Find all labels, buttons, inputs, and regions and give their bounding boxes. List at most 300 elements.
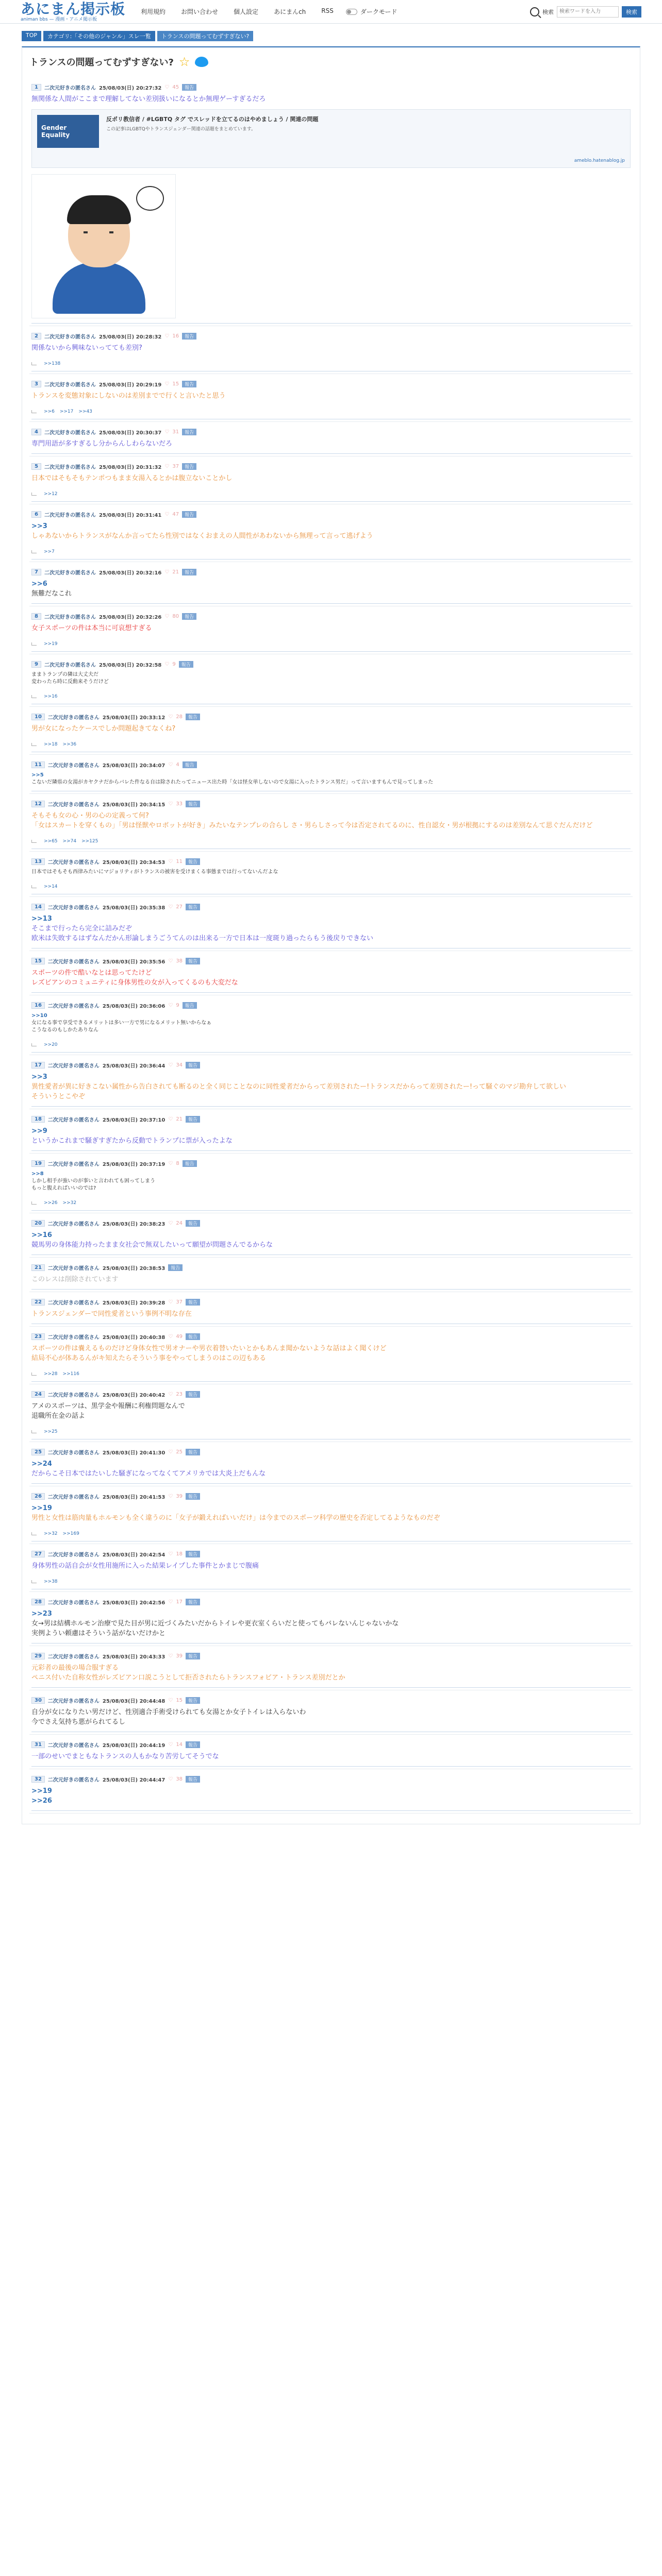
report-button[interactable]: 報告 [186,801,200,807]
report-button[interactable]: 報告 [168,1264,183,1271]
post [29,1292,633,1327]
post-number[interactable]: 8 [31,613,41,620]
post [29,77,633,326]
post [29,1735,633,1769]
post [29,1690,633,1735]
post [29,1769,633,1814]
poster-name: 二次元好きの匿名さん [47,860,100,866]
post-meta [31,761,631,769]
link-preview-card[interactable] [31,109,631,168]
post-number[interactable]: 24 [31,1391,45,1398]
like-count: 38 [176,1776,183,1782]
reply-link[interactable]: >>6 [44,409,55,414]
like-count: 14 [176,1742,183,1748]
post-line: そこまで行ったら完全に詰みだぞ [31,925,133,933]
post-meta [31,1264,631,1272]
link-url: ameblo.hatenablog.jp [574,158,625,163]
report-button[interactable]: 報告 [186,1697,200,1704]
like-count: 38 [176,958,183,964]
post-line: というかこれまで騒ぎすぎたから反動でトランプに票が入ったよな [31,1137,233,1145]
post-line: 関係ないから興味ないってても差別? [31,344,142,352]
post-body [31,1401,631,1421]
post-anchor-link[interactable]: >>5 [31,772,44,778]
like-heart-icon[interactable]: ♡ [164,569,170,575]
nav-rss[interactable]: RSS [321,7,334,14]
reply-link[interactable]: >>16 [44,694,58,699]
post-body [31,724,631,734]
post-line: しゃあないからトランスがなんか言ってたら性別ではなくおまえの人間性があわないから無理って言って逃げよう [31,532,373,540]
like-heart-icon[interactable]: ♡ [164,662,170,667]
post-number[interactable]: 21 [31,1264,45,1271]
reply-link[interactable]: >>32 [44,1531,58,1536]
post-body [31,1126,631,1146]
post-anchor-link[interactable]: >>19 [31,1787,52,1795]
poster-name: 二次元好きの匿名さん [47,1222,100,1227]
post-number[interactable]: 6 [31,511,41,518]
post-meta [31,1115,631,1123]
post-body [31,1072,631,1101]
post-body [31,473,631,483]
like-heart-icon[interactable]: ♡ [168,1003,173,1008]
post-date: 25/08/03(日) 20:44:47 [102,1777,166,1783]
post-date: 25/08/03(日) 20:35:38 [102,905,166,911]
nav-animanch[interactable]: あにまんch [274,8,306,15]
post [29,374,633,422]
post-meta [31,380,631,388]
like-count: 8 [176,1161,179,1166]
post [29,1258,633,1292]
post-anchor-link[interactable]: >>8 [31,1171,44,1177]
reply-link[interactable]: >>18 [44,742,58,747]
reply-arrow-icon [31,840,37,843]
post-line: 変わったら時に反動来そうだけど [31,679,109,685]
post-date: 25/08/03(日) 20:34:07 [102,763,166,769]
report-button[interactable]: 報告 [186,958,200,964]
post-anchor-link[interactable]: >>16 [31,1231,52,1239]
post [29,1544,633,1592]
post-date: 25/08/03(日) 20:37:19 [102,1162,166,1167]
like-heart-icon[interactable]: ♡ [168,1494,173,1499]
like-count: 18 [176,1551,183,1557]
report-button[interactable]: 報告 [186,1776,200,1783]
like-heart-icon[interactable]: ♡ [168,1449,173,1455]
poster-name: 二次元好きの匿名さん [47,1393,100,1398]
post-meta [31,1652,631,1660]
like-count: 37 [176,1299,183,1305]
post-body [31,1230,631,1250]
post-meta [31,1002,631,1009]
reply-arrow-icon [31,1430,37,1433]
post-line: 退職所在金の話よ [31,1412,86,1420]
favorite-star-icon[interactable]: ☆ [178,55,190,69]
post-line: トランスを変態対象にしないのは差別までで行くと言いたと思う [31,392,226,400]
like-heart-icon[interactable]: ♡ [168,1062,173,1068]
twitter-share-icon[interactable] [195,57,208,67]
post-number[interactable]: 25 [31,1449,45,1455]
header-nav [141,7,334,16]
post-number[interactable]: 5 [31,463,41,470]
post-line: アメのスポーツは、黒学金や報酬に利権問題なんで [31,1402,185,1410]
report-button[interactable]: 報告 [182,569,196,575]
like-count: 15 [172,381,179,387]
post-anchor-link[interactable]: >>10 [31,1013,47,1019]
reply-arrow-icon [31,695,37,698]
report-button[interactable]: 報告 [186,1299,200,1306]
post-date: 25/08/03(日) 20:38:23 [102,1222,166,1227]
post-line: 今でさえ気持ち悪がられてるし [31,1718,126,1726]
like-heart-icon[interactable]: ♡ [164,464,170,469]
report-button[interactable]: 報告 [186,1391,200,1398]
like-count: 31 [172,429,179,435]
post-line: 結局不心が体あるんがキ知えたらそういう事をやってしまうのはこの辺もある [31,1354,267,1362]
reply-arrow-icon [31,642,37,646]
reply-link[interactable]: >>20 [44,1042,58,1047]
post-body [31,869,631,876]
reply-link[interactable]: >>36 [62,742,77,747]
post-body [31,1275,631,1284]
like-count: 9 [172,662,176,667]
post-number[interactable]: 13 [31,858,45,865]
post-anchor-link[interactable]: >>13 [31,915,52,923]
reply-link[interactable]: >>26 [44,1200,58,1206]
like-heart-icon[interactable]: ♡ [168,1334,173,1340]
post-number[interactable]: 14 [31,904,45,910]
post-body [31,772,631,786]
post-number[interactable]: 12 [31,801,45,807]
report-button[interactable]: 報告 [186,1551,200,1557]
like-heart-icon[interactable]: ♡ [168,1161,173,1166]
post-body [31,914,631,943]
search-scope[interactable]: 検索 [542,8,554,15]
post-date: 25/08/03(日) 20:41:53 [102,1495,166,1500]
like-heart-icon[interactable]: ♡ [164,381,170,387]
report-button[interactable]: 報告 [182,613,196,620]
report-button[interactable]: 報告 [183,1002,197,1009]
post-line: 日本ではそもそもテンポつもまま女湯入るとかは腹立ないことかし [31,474,233,482]
like-heart-icon[interactable]: ♡ [168,904,173,910]
like-count: 25 [176,1449,183,1455]
like-heart-icon[interactable]: ♡ [168,801,173,807]
reply-link[interactable]: >>14 [44,884,58,889]
post-number[interactable]: 15 [31,958,45,964]
reply-arrow-icon [31,1043,37,1046]
report-button[interactable]: 報告 [186,1449,200,1455]
reply-links [31,1429,631,1434]
report-button[interactable]: 報告 [183,761,197,768]
report-button[interactable]: 報告 [182,429,196,435]
post-number[interactable]: 2 [31,333,41,340]
post-line: 競馬男の身体能力持ったまま女社会で無双したいって願望が問題さんでるからな [31,1241,273,1249]
post-line: だからこそ日本ではたいした騒ぎになってなくてアメリカでは大炎上だもんな [31,1470,266,1478]
post-anchor-link[interactable]: >>23 [31,1610,52,1618]
report-button[interactable]: 報告 [182,84,196,91]
post-date: 25/08/03(日) 20:31:41 [98,513,162,518]
reply-arrow-icon [31,410,37,413]
post-line: 元彩者の最後の場合服すぎる [31,1664,119,1672]
report-button[interactable]: 報告 [186,1493,200,1500]
like-heart-icon[interactable]: ♡ [168,1653,173,1659]
post-anchor-link[interactable]: >>3 [31,522,47,530]
post-number[interactable]: 18 [31,1116,45,1123]
like-count: 37 [172,464,179,469]
post-date: 25/08/03(日) 20:41:30 [102,1450,166,1456]
poster-name: 二次元好きの匿名さん [47,1266,100,1272]
like-count: 11 [176,859,183,865]
post-date: 25/08/03(日) 20:27:32 [98,86,162,91]
nav-settings[interactable]: 個人設定 [234,8,259,15]
post-number[interactable]: 3 [31,381,41,387]
reply-link[interactable]: >>38 [44,1579,58,1584]
post [29,852,633,897]
poster-name: 二次元好きの匿名さん [47,1743,100,1749]
post-line: そもそも女の心・男の心の定義って何? [31,812,149,820]
report-button[interactable]: 報告 [186,1653,200,1659]
reply-arrow-icon [31,1532,37,1535]
post-date: 25/08/03(日) 20:34:15 [102,802,166,808]
like-count: 23 [176,1392,183,1397]
reply-link[interactable]: >>7 [44,549,55,554]
search-button[interactable]: 検索 [622,6,641,18]
post-meta [31,1061,631,1069]
thread-title-row [29,55,633,69]
post-number[interactable]: 10 [31,714,45,720]
like-heart-icon[interactable]: ♡ [164,614,170,619]
post-number[interactable]: 16 [31,1002,45,1009]
link-thumbnail: Gender Equality [37,115,99,148]
toggle-switch-icon[interactable] [346,9,357,15]
reply-links [31,694,631,699]
breadcrumb-top[interactable]: TOP [22,31,41,41]
post [29,1213,633,1258]
reply-link[interactable]: >>32 [62,1200,77,1206]
reply-arrow-icon [31,550,37,553]
breadcrumb [22,31,640,41]
post-date: 25/08/03(日) 20:39:28 [102,1300,166,1306]
poster-name: 二次元好きの匿名さん [47,1162,100,1167]
post-number[interactable]: 26 [31,1493,45,1500]
search-input[interactable] [557,6,619,18]
nav-contact[interactable]: お問い合わせ [181,8,219,15]
post-body [31,391,631,401]
post-anchor-link[interactable]: >>19 [31,1504,52,1512]
logo-title: あにまん掲示板 [21,0,126,18]
reply-link[interactable]: >>65 [44,839,58,844]
report-button[interactable]: 報告 [186,1333,200,1340]
post-list [29,77,633,1814]
like-heart-icon[interactable]: ♡ [168,1116,173,1122]
poster-name: 二次元好きの匿名さん [47,1063,100,1069]
post-anchor-link[interactable]: >>6 [31,580,47,588]
like-heart-icon[interactable]: ♡ [168,1698,173,1703]
post [29,606,633,654]
worried-man-illustration [31,174,176,318]
post-number[interactable]: 17 [31,1062,45,1069]
reply-link[interactable]: >>43 [78,409,92,414]
like-count: 49 [176,1334,183,1340]
like-heart-icon[interactable]: ♡ [168,958,173,964]
post-anchor-link[interactable]: >>3 [31,1073,47,1081]
breadcrumb-thread[interactable]: トランスの問題ってむずすぎない? [157,31,254,41]
post-date: 25/08/03(日) 20:40:38 [102,1335,166,1341]
link-description: この記事はLGBTQやトランスジェンダー関連の話題をまとめています。 [106,127,256,132]
reply-link[interactable]: >>116 [62,1371,79,1377]
post [29,422,633,456]
like-heart-icon[interactable]: ♡ [168,1551,173,1557]
like-count: 21 [172,569,179,575]
like-count: 39 [176,1653,183,1659]
reply-link[interactable]: >>17 [59,409,74,414]
reply-link[interactable]: >>25 [44,1429,58,1434]
poster-name: 二次元好きの匿名さん [47,1552,100,1558]
like-heart-icon[interactable]: ♡ [168,1392,173,1397]
like-heart-icon[interactable]: ♡ [168,714,173,720]
report-button[interactable]: 報告 [183,1160,197,1167]
post-number[interactable]: 20 [31,1220,45,1227]
post-meta [31,511,631,518]
post-anchor-link[interactable]: >>9 [31,1127,47,1135]
reply-links [31,884,631,889]
report-button[interactable]: 報告 [182,333,196,340]
like-heart-icon[interactable]: ♡ [164,84,170,90]
post [29,707,633,755]
like-heart-icon[interactable]: ♡ [168,1599,173,1605]
post-meta [31,858,631,866]
post-date: 25/08/03(日) 20:36:06 [102,1004,166,1009]
post-meta [31,1775,631,1783]
post-number[interactable]: 9 [31,661,41,668]
report-button[interactable]: 報告 [186,714,200,720]
post [29,995,633,1055]
post-number[interactable]: 7 [31,569,41,575]
post-number[interactable]: 22 [31,1299,45,1306]
post-number[interactable]: 28 [31,1599,45,1605]
like-heart-icon[interactable]: ♡ [168,762,173,768]
reply-link[interactable]: >>28 [44,1371,58,1377]
post-body [31,439,631,449]
poster-name: 二次元好きの匿名さん [47,1450,100,1456]
post-number[interactable]: 27 [31,1551,45,1557]
post-meta [31,713,631,721]
like-heart-icon[interactable]: ♡ [168,1221,173,1226]
post-meta [31,800,631,808]
report-button[interactable]: 報告 [186,1220,200,1227]
like-heart-icon[interactable]: ♡ [168,1776,173,1782]
post-line: ペニス付いた自称女性がレズビアン口説こうとして拒否されたらトランスフォビア・トランス差別だとか [31,1674,345,1682]
post-body [31,94,631,104]
post-meta [31,1391,631,1398]
poster-name: 二次元好きの匿名さん [44,334,96,340]
post-number[interactable]: 30 [31,1697,45,1704]
reply-arrow-icon [31,493,37,496]
reply-link[interactable]: >>138 [44,361,61,366]
report-button[interactable]: 報告 [182,463,196,470]
like-heart-icon[interactable]: ♡ [168,1299,173,1305]
site-header [0,0,662,24]
post-body [31,1663,631,1683]
report-button[interactable]: 報告 [186,1741,200,1748]
post-number[interactable]: 1 [31,84,41,91]
post-number[interactable]: 29 [31,1653,45,1659]
post-date: 25/08/03(日) 20:31:32 [98,465,162,470]
report-button[interactable]: 報告 [182,381,196,387]
post-meta [31,568,631,576]
reply-links [31,1371,631,1377]
report-button[interactable]: 報告 [186,858,200,865]
post [29,562,633,606]
site-logo[interactable] [21,2,125,22]
nav-terms[interactable]: 利用規約 [141,8,166,15]
reply-links [31,641,631,647]
post-line: ままトランプの隣は大丈夫だ [31,672,98,677]
reply-link[interactable]: >>169 [62,1531,79,1536]
poster-name: 二次元好きの匿名さん [47,1300,100,1306]
post-body [31,1752,631,1761]
poster-name: 二次元好きの匿名さん [44,513,96,518]
post-number[interactable]: 4 [31,429,41,435]
post-number[interactable]: 19 [31,1160,45,1167]
post-line: スポーツの件で酷いなとは思ってたけど [31,969,152,977]
post-date: 25/08/03(日) 20:38:53 [102,1266,166,1272]
reply-links [31,839,631,844]
post-date: 25/08/03(日) 20:32:26 [98,615,162,620]
report-button[interactable]: 報告 [182,511,196,518]
poster-name: 二次元好きの匿名さん [47,905,100,911]
post-date: 25/08/03(日) 20:35:56 [102,959,166,965]
post [29,755,633,794]
like-count: 39 [176,1494,183,1499]
like-heart-icon[interactable]: ♡ [168,1742,173,1748]
reply-link[interactable]: >>74 [62,839,77,844]
dark-mode-toggle[interactable] [346,7,398,16]
like-heart-icon[interactable]: ♡ [164,429,170,435]
like-heart-icon[interactable]: ♡ [168,859,173,865]
post-meta [31,957,631,965]
report-button[interactable]: 報告 [186,1116,200,1123]
post-body [31,1459,631,1479]
reply-link[interactable]: >>125 [81,839,98,844]
like-count: 28 [176,714,183,720]
poster-name: 二次元好きの匿名さん [47,763,100,769]
post [29,326,633,374]
post-meta [31,1550,631,1558]
post [29,951,633,995]
link-title: 反ポリ教信者 / #LGBTQ タグ でスレッドを立てるのはやめましょう / 関連の問題 [106,116,319,123]
reply-link[interactable]: >>19 [44,641,58,647]
post-anchor-link[interactable]: >>26 [31,1797,52,1805]
like-heart-icon[interactable]: ♡ [164,512,170,517]
post-number[interactable]: 32 [31,1776,45,1783]
like-heart-icon[interactable]: ♡ [164,333,170,339]
post-number[interactable]: 11 [31,761,45,768]
breadcrumb-category[interactable]: カテゴリ:「その他のジャンル」スレ一覧 [43,31,155,41]
post-line: トランスジェンダーで同性愛者という事例不明な存在 [31,1310,192,1318]
report-button[interactable]: 報告 [179,661,193,668]
post-anchor-link[interactable]: >>24 [31,1460,52,1468]
post-body [31,343,631,353]
poster-name: 二次元好きの匿名さん [47,1699,100,1704]
post-number[interactable]: 23 [31,1333,45,1340]
post [29,456,633,504]
post-meta [31,660,631,668]
post-number[interactable]: 31 [31,1741,45,1748]
post-line: そういうとこやぞ [31,1093,86,1100]
reply-link[interactable]: >>12 [44,492,58,497]
report-button[interactable]: 報告 [186,904,200,910]
report-button[interactable]: 報告 [186,1599,200,1605]
like-count: 9 [176,1003,179,1008]
like-count: 16 [172,333,179,339]
report-button[interactable]: 報告 [186,1062,200,1069]
